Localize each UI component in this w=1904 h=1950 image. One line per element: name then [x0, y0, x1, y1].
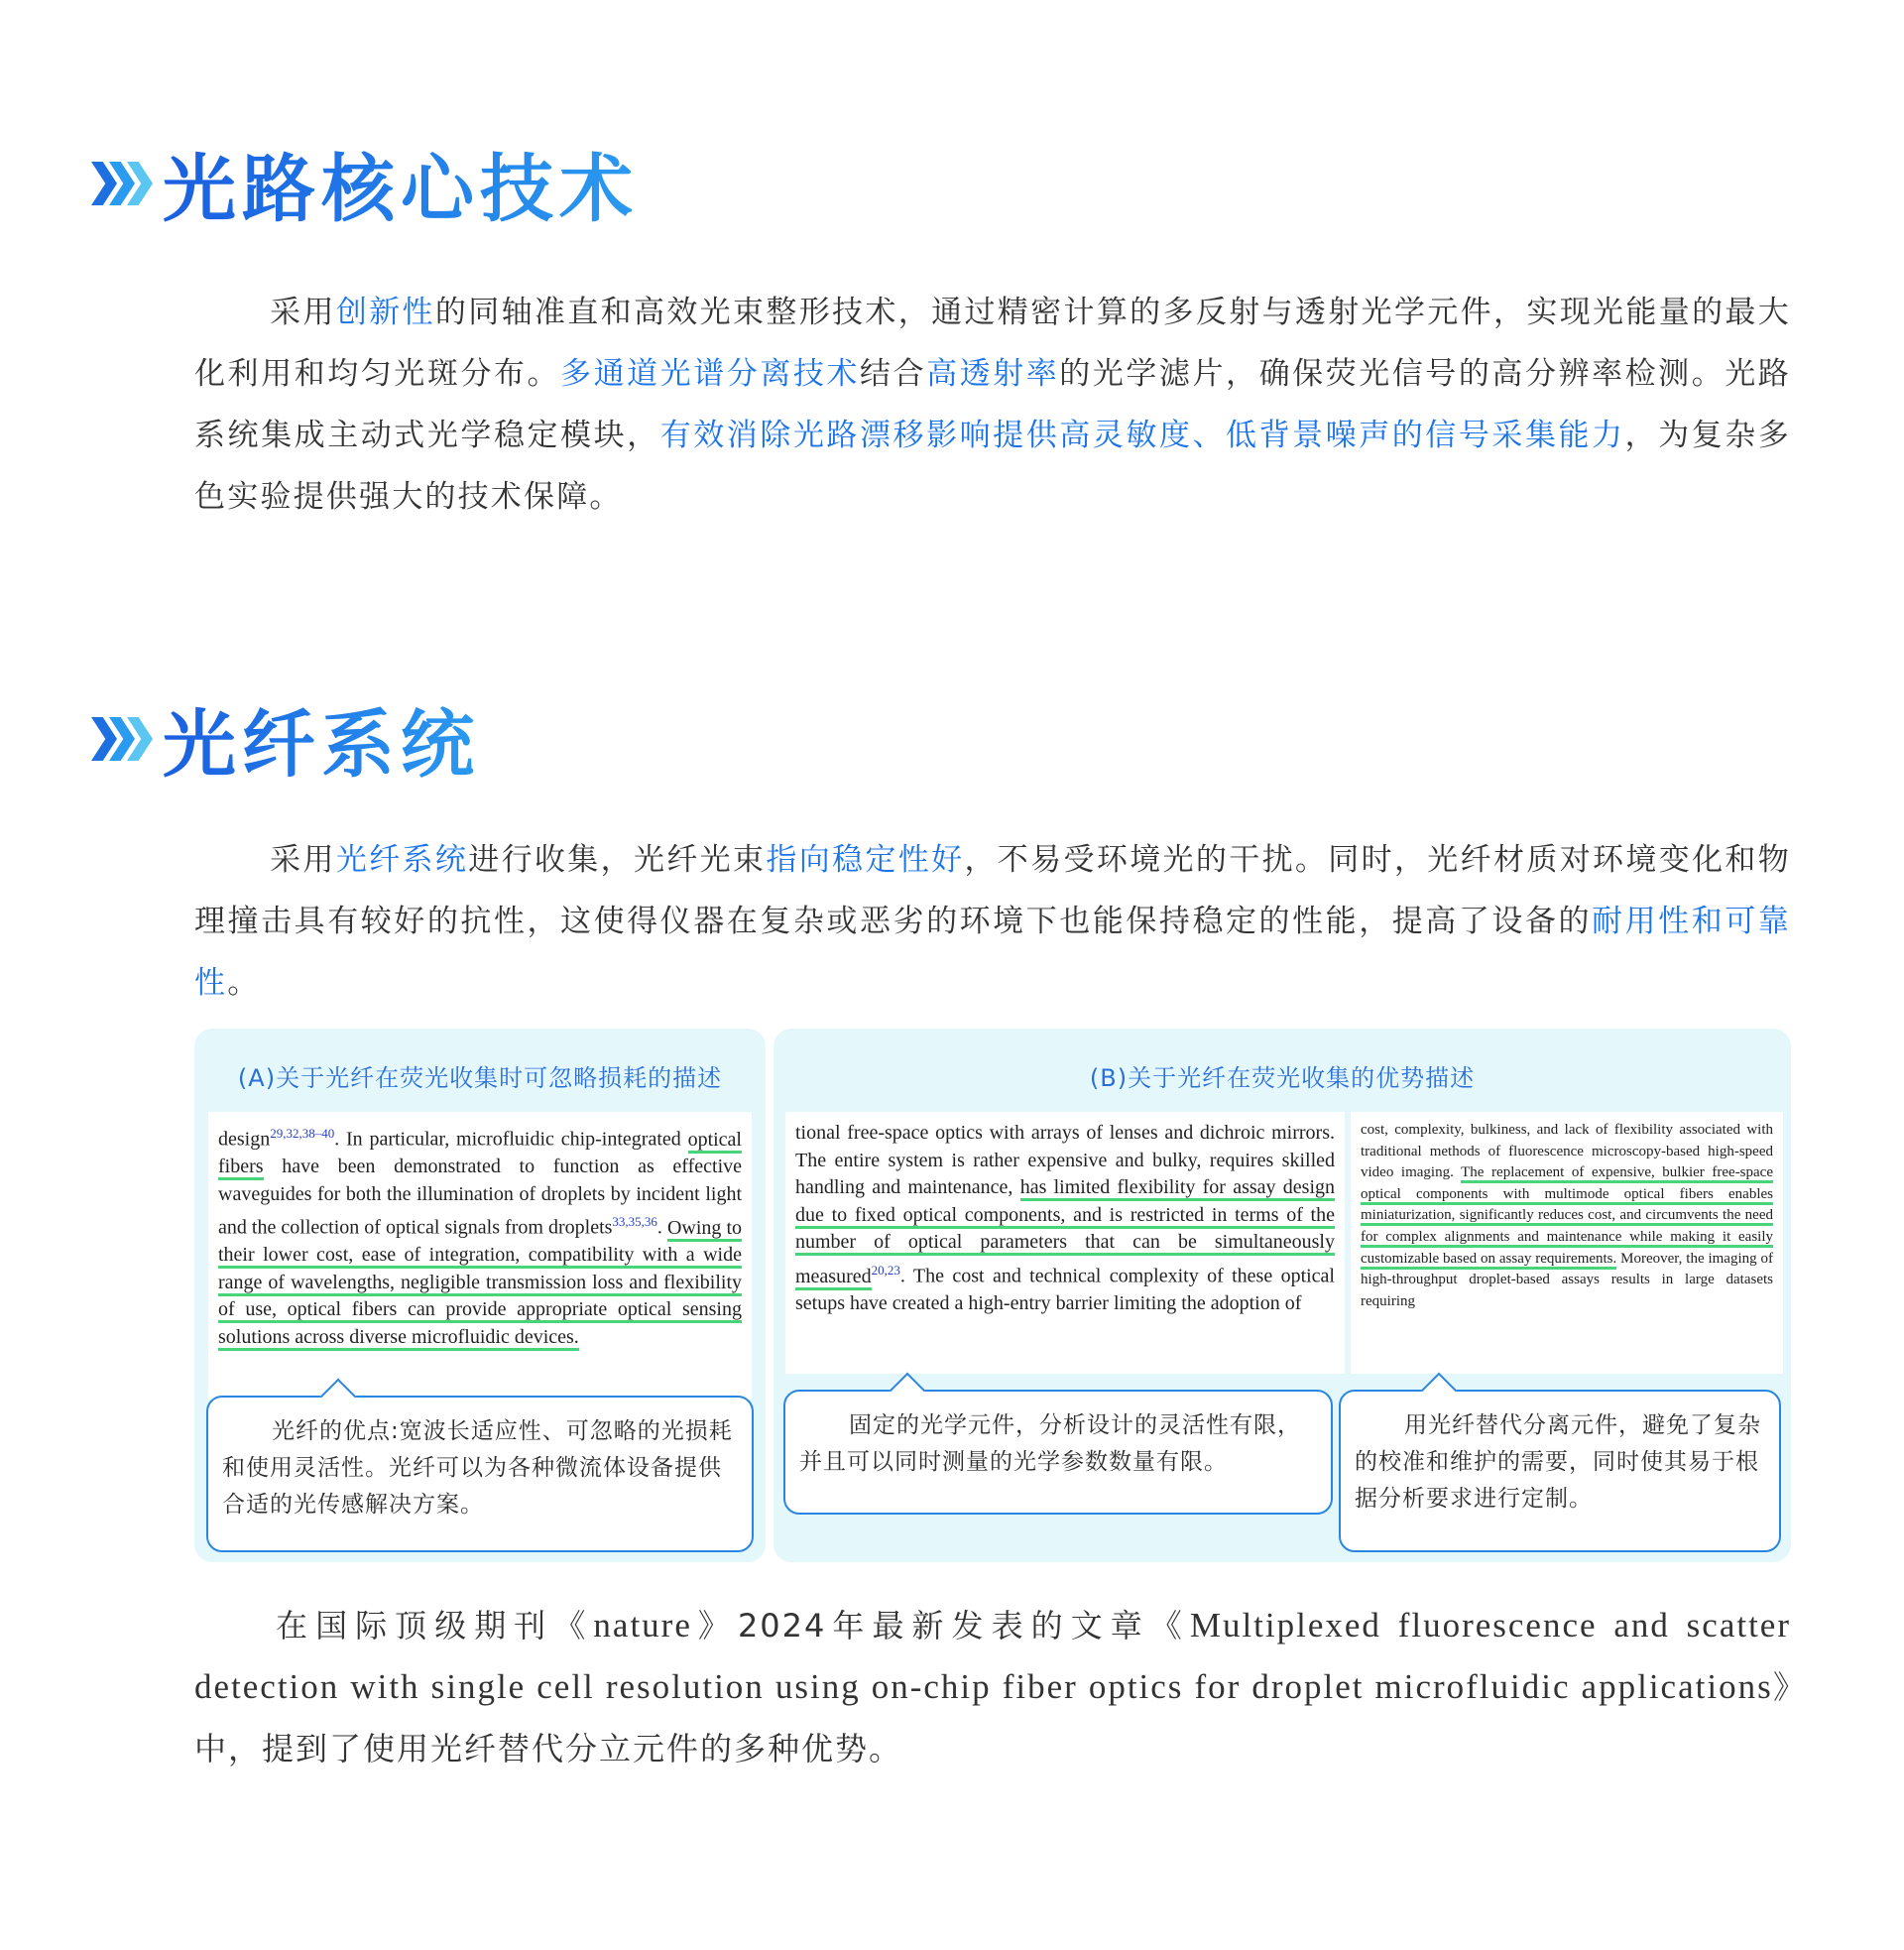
panel-a-callout	[206, 1396, 754, 1552]
panel-b-title: (B)关于光纤在荧光收集的优势描述	[1089, 1064, 1476, 1092]
section2-paragraph	[194, 829, 1791, 1014]
text-run: 在国际顶级期刊《	[270, 1607, 594, 1645]
section-heading-fiber-system	[91, 686, 480, 792]
text-run: 》2024年最新发表的文章《	[691, 1607, 1190, 1645]
citation-ref: 20,23	[871, 1262, 900, 1278]
text-run: 采用	[270, 842, 336, 878]
text-run: ，为复杂多色实验提供强大的技术保障。	[194, 418, 1792, 515]
callout-text: 固定的光学元件，分析设计的灵活性有限，并且可以同时测量的光学参数数量有限。	[799, 1412, 1301, 1475]
excerpt-text: . In particular, microfluidic chip-integrated	[334, 1128, 688, 1151]
excerpt-text: design	[218, 1128, 271, 1151]
section-title: 光路核心技术	[163, 131, 639, 236]
chevron-right-icon	[91, 162, 145, 205]
panel-b-callout-left	[783, 1390, 1333, 1515]
underlined-text: The replacement of expensive, bulkier free-space optical components with multimode optical fibers enables miniaturization, significantly reduces cost, and circumvents the need for complex alignments and maintenance while making it easily customizable based on assay requirements.	[1361, 1164, 1773, 1269]
text-run: ，不易受环境光的干扰。同时，光纤材质对环境变化和物理撞击具有较好的抗性，这使得仪器在复杂或恶劣的环境下也能保持稳定的性能，提高了设备的	[194, 842, 1791, 939]
chevron-right-icon	[91, 717, 145, 761]
section-heading-optical-path	[91, 131, 639, 236]
highlight-text: 光纤系统	[335, 842, 469, 878]
text-run: 。	[227, 965, 261, 1001]
panel-b-excerpt-right	[1351, 1112, 1783, 1374]
callout-text: 光纤的优点:宽波长适应性、可忽略的光损耗和使用灵活性。光纤可以为各种微流体设备提供合适的光传感解决方案。	[222, 1418, 733, 1518]
excerpt-text: Moreover, the imaging of high-throughput droplet-based assays results in large datasets requiring	[1361, 1250, 1773, 1309]
figure-panel-b	[774, 1029, 1791, 1562]
panel-a-title: (A)关于光纤在荧光收集时可忽略损耗的描述	[237, 1064, 723, 1092]
excerpt-text: . The cost and technical complexity of these optical setups have created a high-entry barrier limiting the adoption of	[795, 1265, 1335, 1315]
panel-a-excerpt	[208, 1112, 752, 1400]
closing-paragraph	[194, 1595, 1791, 1779]
highlight-text: 有效消除光路漂移影响提供高灵敏度、低背景噪声的信号采集能力	[659, 418, 1625, 453]
section1-paragraph	[194, 282, 1791, 528]
callout-text: 用光纤替代分离元件，避免了复杂的校准和维护的需要，同时使其易于根据分析要求进行定制。	[1355, 1412, 1761, 1512]
excerpt-text: have been demonstrated to function as effective waveguides for both the illumination of droplets by incident light and the collection of optical signals from droplets	[218, 1156, 742, 1239]
journal-name: nature	[593, 1606, 692, 1645]
panel-b-excerpt-left	[785, 1112, 1345, 1374]
excerpt-text: cost, complexity, bulkiness, and lack of flexibility associated with traditional methods of fluorescence microscopy-based high-speed video imaging.	[1361, 1122, 1773, 1181]
text-run: 的同轴准直和高效光束整形技术，通过精密计算的多反射与透射光学元件，实现光能量的最大化利用和均匀光斑分布。	[194, 295, 1791, 392]
section-title: 光纤系统	[163, 686, 480, 792]
underlined-text: optical fibers	[218, 1129, 742, 1181]
citation-ref: 33,35,36	[612, 1214, 657, 1230]
citation-ref: 29,32,38–40	[270, 1126, 335, 1141]
excerpt-text: .	[656, 1216, 667, 1239]
text-run: 采用	[270, 295, 336, 330]
text-run: 的光学滤片，确保荧光信号的高分辨率检测。光路系统集成主动式光学稳定模块，	[194, 356, 1791, 453]
highlight-text: 多通道光谱分离技术	[560, 356, 860, 392]
highlight-text: 指向稳定性好	[766, 842, 965, 878]
text-run: 进行收集，光纤光束	[468, 842, 767, 878]
underlined-text: Owing to their lower cost, ease of integration, compatibility with a wide range of wavelengths, negligible transmission loss and flexibility of use, optical fibers can provide appropriate optical sensing solutions across diverse microfluidic devices.	[218, 1217, 742, 1351]
figure-panel-a	[194, 1029, 766, 1562]
text-run: 结合	[859, 356, 927, 392]
underlined-text: has limited flexibility for assay design due to fixed optical components, and is restricted in terms of the number of optical parameters that can be simultaneously measured	[795, 1176, 1335, 1289]
highlight-text: 创新性	[335, 295, 435, 330]
highlight-text: 耐用性和可靠性	[194, 904, 1791, 1001]
highlight-text: 高透射率	[926, 356, 1060, 392]
panel-b-callout-right	[1339, 1390, 1781, 1552]
excerpt-text: tional free-space optics with arrays of lenses and dichroic mirrors. The entire system is rather expensive and bulky, requires skilled handling and maintenance,	[795, 1122, 1335, 1199]
article-title: Multiplexed fluorescence and scatter detection with single cell resolution using on-chip fiber optics for droplet microfluidic applications	[194, 1606, 1791, 1706]
text-run: 》中，提到了使用光纤替代分立元件的多种优势。	[194, 1668, 1791, 1767]
